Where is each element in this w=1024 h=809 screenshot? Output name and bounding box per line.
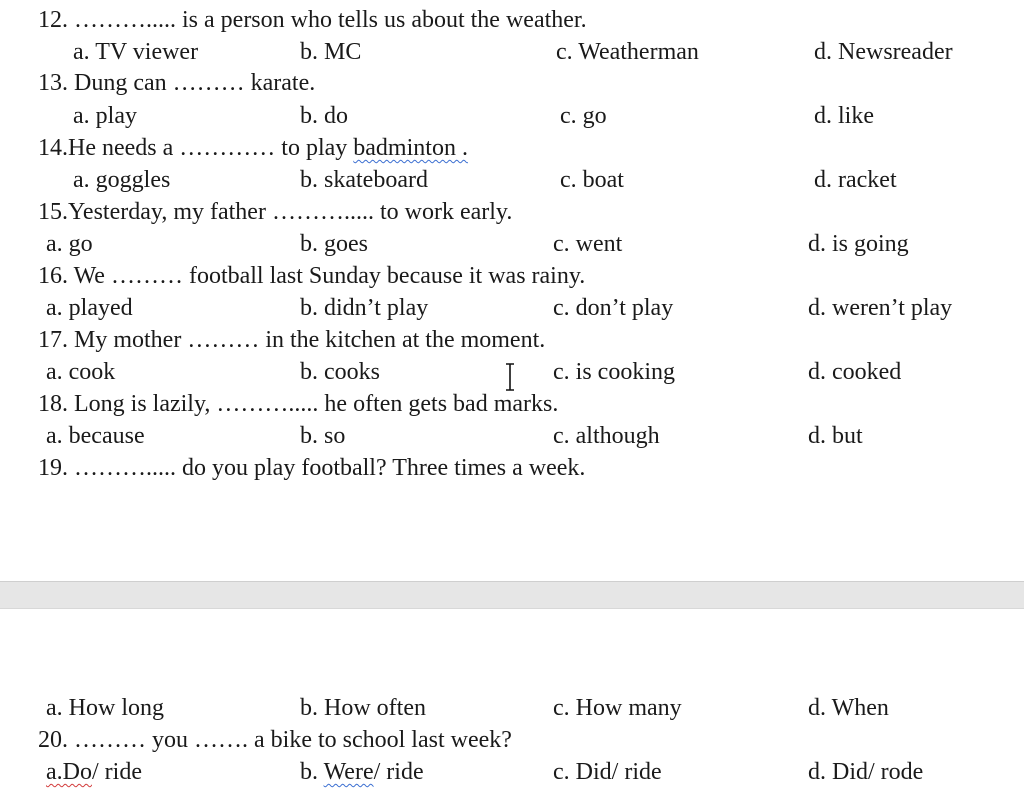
q15-option-a: a. go: [46, 231, 93, 257]
question-17-stem: 17. My mother ……… in the kitchen at the moment.: [38, 327, 546, 353]
q13-option-a: a. play: [73, 103, 137, 129]
q20-option-c: c. Did/ ride: [553, 759, 662, 785]
q12-option-a: a. TV viewer: [73, 39, 199, 65]
q13-option-d: d. like: [814, 103, 874, 129]
q13-option-c: c. go: [560, 103, 607, 129]
q15-option-d: d. is going: [808, 231, 909, 257]
q12-option-d: d. Newsreader: [814, 39, 953, 65]
q17-option-b: b. cooks: [300, 359, 380, 385]
q20-b-prefix: b.: [300, 759, 324, 785]
q16-option-c: c. don’t play: [553, 295, 674, 321]
q14-option-d: d. racket: [814, 167, 897, 193]
q20-option-d: d. Did/ rode: [808, 759, 924, 785]
question-16-stem: 16. We ……… football last Sunday because it was rainy.: [38, 263, 586, 289]
q20-a-spellcheck-mark: a.Do: [46, 759, 92, 785]
question-19-stem: 19. ………..... do you play football? Three times a week.: [38, 455, 586, 481]
q18-option-c: c. although: [553, 423, 660, 449]
q20-b-text: / ride: [373, 759, 424, 785]
q12-option-b: b. MC: [300, 39, 362, 65]
question-15-stem: 15.Yesterday, my father ………..... to work early.: [38, 199, 513, 225]
q13-option-b: b. do: [300, 103, 348, 129]
q19-option-d: d. When: [808, 695, 889, 721]
q16-option-d: d. weren’t play: [808, 295, 953, 321]
question-18-stem: 18. Long is lazily, ………..... he often gets bad marks.: [38, 391, 559, 417]
q18-option-b: b. so: [300, 423, 346, 449]
q14-stem-text: 14.He needs a ………… to play: [38, 135, 354, 161]
q12-option-c: c. Weatherman: [556, 39, 699, 65]
q14-option-b: b. skateboard: [300, 167, 428, 193]
question-14-stem: [38, 134, 468, 162]
page-break-divider: [0, 581, 1024, 609]
q20-a-text: / ride: [91, 759, 142, 785]
q14-option-c: c. boat: [560, 167, 624, 193]
i-beam-cursor-icon: [503, 362, 517, 392]
q17-option-c: c. is cooking: [553, 359, 675, 385]
q20-option-a: [46, 758, 142, 786]
q16-option-b: b. didn’t play: [300, 295, 429, 321]
q20-option-b: [300, 758, 424, 786]
q17-option-a: a. cook: [46, 359, 116, 385]
question-13-stem: 13. Dung can ……… karate.: [38, 70, 316, 96]
q14-option-a: a. goggles: [73, 167, 171, 193]
q19-option-b: b. How often: [300, 695, 426, 721]
q17-option-d: d. cooked: [808, 359, 902, 385]
q18-option-a: a. because: [46, 423, 145, 449]
q18-option-d: d. but: [808, 423, 863, 449]
q19-option-a: a. How long: [46, 695, 164, 721]
q20-b-spellcheck-mark: Were: [323, 759, 374, 785]
question-20-stem: 20. ……… you ……. a bike to school last week?: [38, 727, 512, 753]
q15-option-c: c. went: [553, 231, 623, 257]
question-12-stem: 12. ………..... is a person who tells us about the weather.: [38, 7, 587, 33]
q19-option-c: c. How many: [553, 695, 682, 721]
q15-option-b: b. goes: [300, 231, 368, 257]
q16-option-a: a. played: [46, 295, 133, 321]
q14-spellcheck-mark: badminton .: [353, 135, 468, 161]
